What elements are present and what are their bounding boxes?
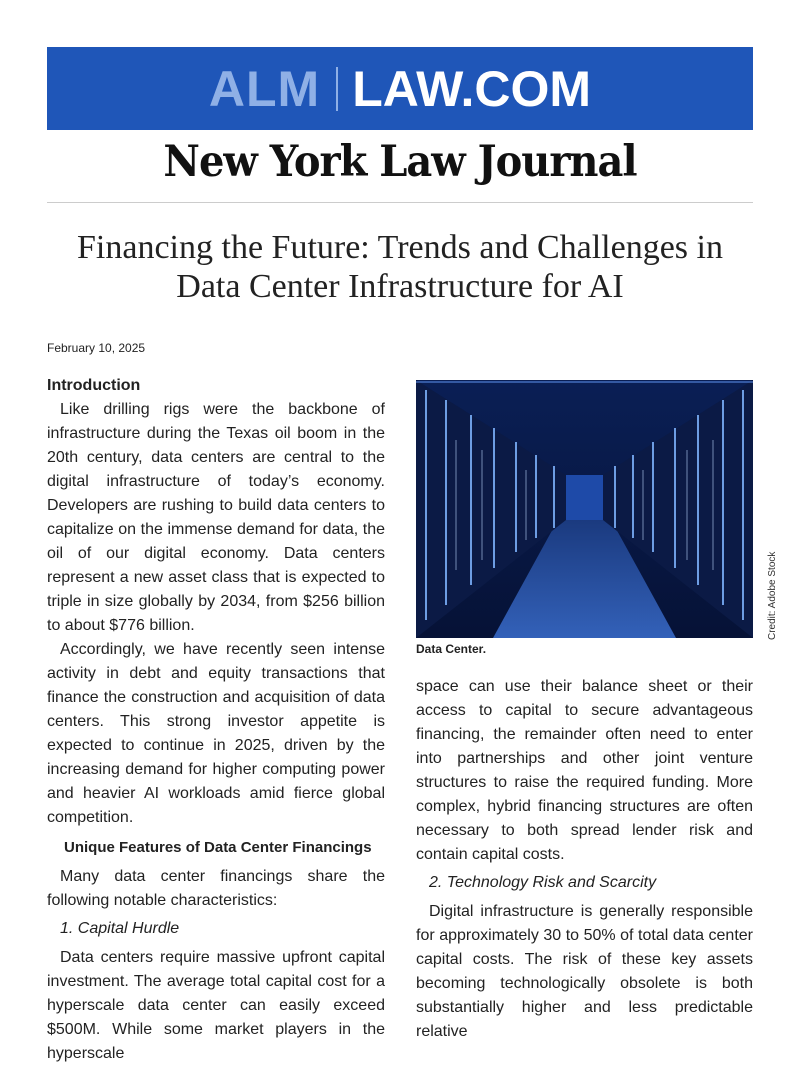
paragraph: Many data center financings share the following notable characteristics: bbox=[47, 868, 385, 909]
publication-masthead[interactable]: New York Law Journal bbox=[163, 136, 637, 187]
data-center-photo-image bbox=[416, 380, 753, 638]
article-date: February 10, 2025 bbox=[47, 341, 146, 355]
list-item-heading: 2. Technology Risk and Scarcity bbox=[429, 874, 657, 891]
paragraph: Accordingly, we have recently seen intense activity in debt and equity transactions that finance the construction and acquisition of data centers. This strong investor appetite is expected to continue in 2025, driven by the increasing demand for higher computing power and heavier AI workloads amid fierce global competition. bbox=[47, 641, 385, 826]
alm-law-com-banner[interactable] bbox=[47, 47, 753, 130]
left-column bbox=[47, 374, 385, 1066]
list-item-heading: 1. Capital Hurdle bbox=[60, 920, 180, 937]
law-com-logo: LAW.COM bbox=[352, 60, 592, 117]
paragraph: Like drilling rigs were the backbone of infrastructure during the Texas oil boom in the 20th century, data centers are central to the digital infrastructure of today’s economy. Developers are rushing to build data centers to capitalize on the immense demand for data, the oil of our digital economy. Data centers represent a new asset class that is expected to triple in size globally by 2034, from $256 billion to about $776 billion. bbox=[47, 401, 385, 634]
header-divider bbox=[47, 202, 753, 203]
logo-divider bbox=[336, 67, 338, 111]
article-headline: Financing the Future: Trends and Challenges in Data Center Infrastructure for AI bbox=[77, 229, 723, 305]
alm-logo: ALM bbox=[208, 60, 321, 117]
paragraph: space can use their balance sheet or their access to capital to secure advantageous financing, the remainder often need to enter into partnerships and other joint venture structures to raise the required funding. More complex, hybrid financing structures are often necessary to both spread lender risk and contain capital costs. bbox=[416, 678, 753, 863]
right-column bbox=[416, 675, 753, 1044]
paragraph: Digital infrastructure is generally responsible for approximately 30 to 50% of total data center capital costs. The risk of these key assets becoming technologically obsolete is both substantially higher and less predictable relative bbox=[416, 903, 753, 1040]
section-subheading: Unique Features of Data Center Financings bbox=[64, 839, 372, 856]
photo-caption: Data Center. bbox=[416, 642, 487, 656]
paragraph: Data centers require massive upfront capital investment. The average total capital cost for a hyperscale data center can easily exceed $500M. While some market players in the hyperscale bbox=[47, 949, 385, 1062]
photo-credit: Credit: Adobe Stock bbox=[767, 551, 778, 640]
section-heading-introduction: Introduction bbox=[47, 377, 141, 394]
